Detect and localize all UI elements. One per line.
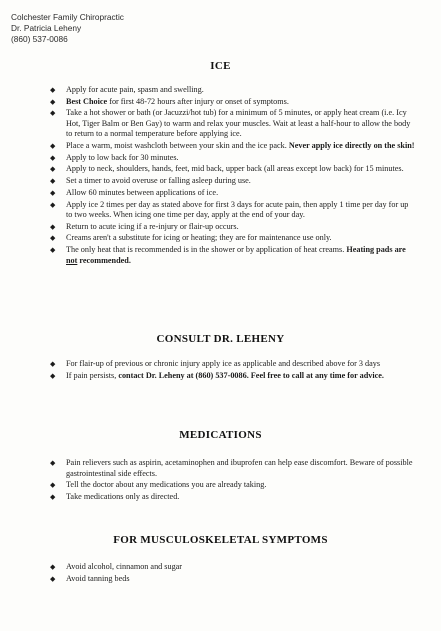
diamond-bullet-icon: ◆ [50, 86, 56, 94]
diamond-bullet-icon: ◆ [50, 97, 56, 106]
diamond-bullet-icon: ◆ [50, 360, 56, 368]
diamond-bullet-icon: ◆ [50, 459, 56, 467]
list-item: ◆ Tell the doctor about any medications you are already taking. [50, 480, 267, 490]
diamond-bullet-icon: ◆ [50, 574, 56, 583]
practice-name: Colchester Family Chiropractic [11, 12, 124, 22]
list-item: ◆ For flair-up of previous or chronic injury apply ice as applicable and described above for 3 days [50, 359, 381, 368]
list-item: ◆ Pain relievers such as aspirin, acetaminophen and ibuprofen can help ease discomfort. Beware of possible gastrointestinal side effects. [50, 458, 413, 478]
list-item: ◆ Avoid alcohol, cinnamon and sugar [50, 562, 183, 571]
ice-list [50, 85, 415, 267]
list-item: ◆ Avoid tanning beds [50, 573, 130, 583]
diamond-bullet-icon: ◆ [50, 109, 56, 118]
list-item: ◆ Take a hot shower or bath (or Jacuzzi/hot tub) for a minimum of 5 minutes, or apply heat cream (i.e. Icy Hot, Tiger Balm or Ben Gay) to warm and relax your muscles. Wait at least a half-hour to allow the body to return to a normal temperature before applying ice. [50, 108, 411, 139]
list-item: ◆ Apply to neck, shoulders, hands, feet, mid back, upper back (all areas except low back) for 15 minutes. [50, 164, 404, 174]
list-item: ◆ If pain persists, contact Dr. Leheny at (860) 537-0086. Feel free to call at any time for advice. [50, 370, 384, 380]
diamond-bullet-icon: ◆ [50, 481, 56, 490]
medications-list [50, 458, 415, 504]
diamond-bullet-icon: ◆ [50, 165, 56, 174]
diamond-bullet-icon: ◆ [50, 200, 56, 209]
section-title-medications: MEDICATIONS [179, 429, 262, 441]
section-title-ice: ICE [210, 60, 231, 72]
diamond-bullet-icon: ◆ [50, 222, 56, 231]
diamond-bullet-icon: ◆ [50, 246, 56, 255]
list-item: ◆ Take medications only as directed. [50, 491, 180, 501]
musculoskeletal-list [50, 562, 415, 585]
list-item: ◆ Apply ice 2 times per day as stated above for first 3 days for acute pain, then apply 1 time per day for up to two weeks. When icing one time per day, apply at the end of your day. [50, 199, 409, 219]
list-item: ◆ Apply to low back for 30 minutes. [50, 152, 179, 162]
consult-list [50, 359, 415, 382]
diamond-bullet-icon: ◆ [50, 492, 56, 501]
list-item: ◆ The only heat that is recommended is in the shower or by application of heat creams. Heating pads are not recommended. [50, 245, 406, 265]
list-item: ◆ Apply for acute pain, spasm and swelling. [50, 85, 204, 94]
section-title-consult: CONSULT DR. LEHENY [156, 333, 285, 345]
diamond-bullet-icon: ◆ [50, 188, 56, 197]
diamond-bullet-icon: ◆ [50, 153, 56, 162]
diamond-bullet-icon: ◆ [50, 177, 56, 186]
list-item: ◆ Set a timer to avoid overuse or falling asleep during use. [50, 176, 251, 186]
diamond-bullet-icon: ◆ [50, 142, 56, 151]
diamond-bullet-icon: ◆ [50, 234, 56, 243]
list-item: ◆ Creams aren't a substitute for icing or heating; they are for maintenance use only. [50, 233, 332, 243]
letterhead [11, 12, 124, 45]
list-item: ◆ Place a warm, moist washcloth between your skin and the ice pack. Never apply ice directly on the skin! [50, 141, 415, 151]
phone-number: (860) 537-0086 [11, 34, 68, 44]
diamond-bullet-icon: ◆ [50, 563, 56, 571]
list-item: ◆ Return to acute icing if a re-injury or flair-up occurs. [50, 221, 239, 231]
diamond-bullet-icon: ◆ [50, 371, 56, 380]
list-item: ◆ Allow 60 minutes between applications of ice. [50, 187, 219, 197]
list-item: ◆ Best Choice for first 48-72 hours after injury or onset of symptoms. [50, 96, 289, 106]
section-title-musculoskeletal: FOR MUSCULOSKELETAL SYMPTOMS [113, 534, 328, 546]
doctor-name: Dr. Patricia Leheny [11, 23, 82, 33]
